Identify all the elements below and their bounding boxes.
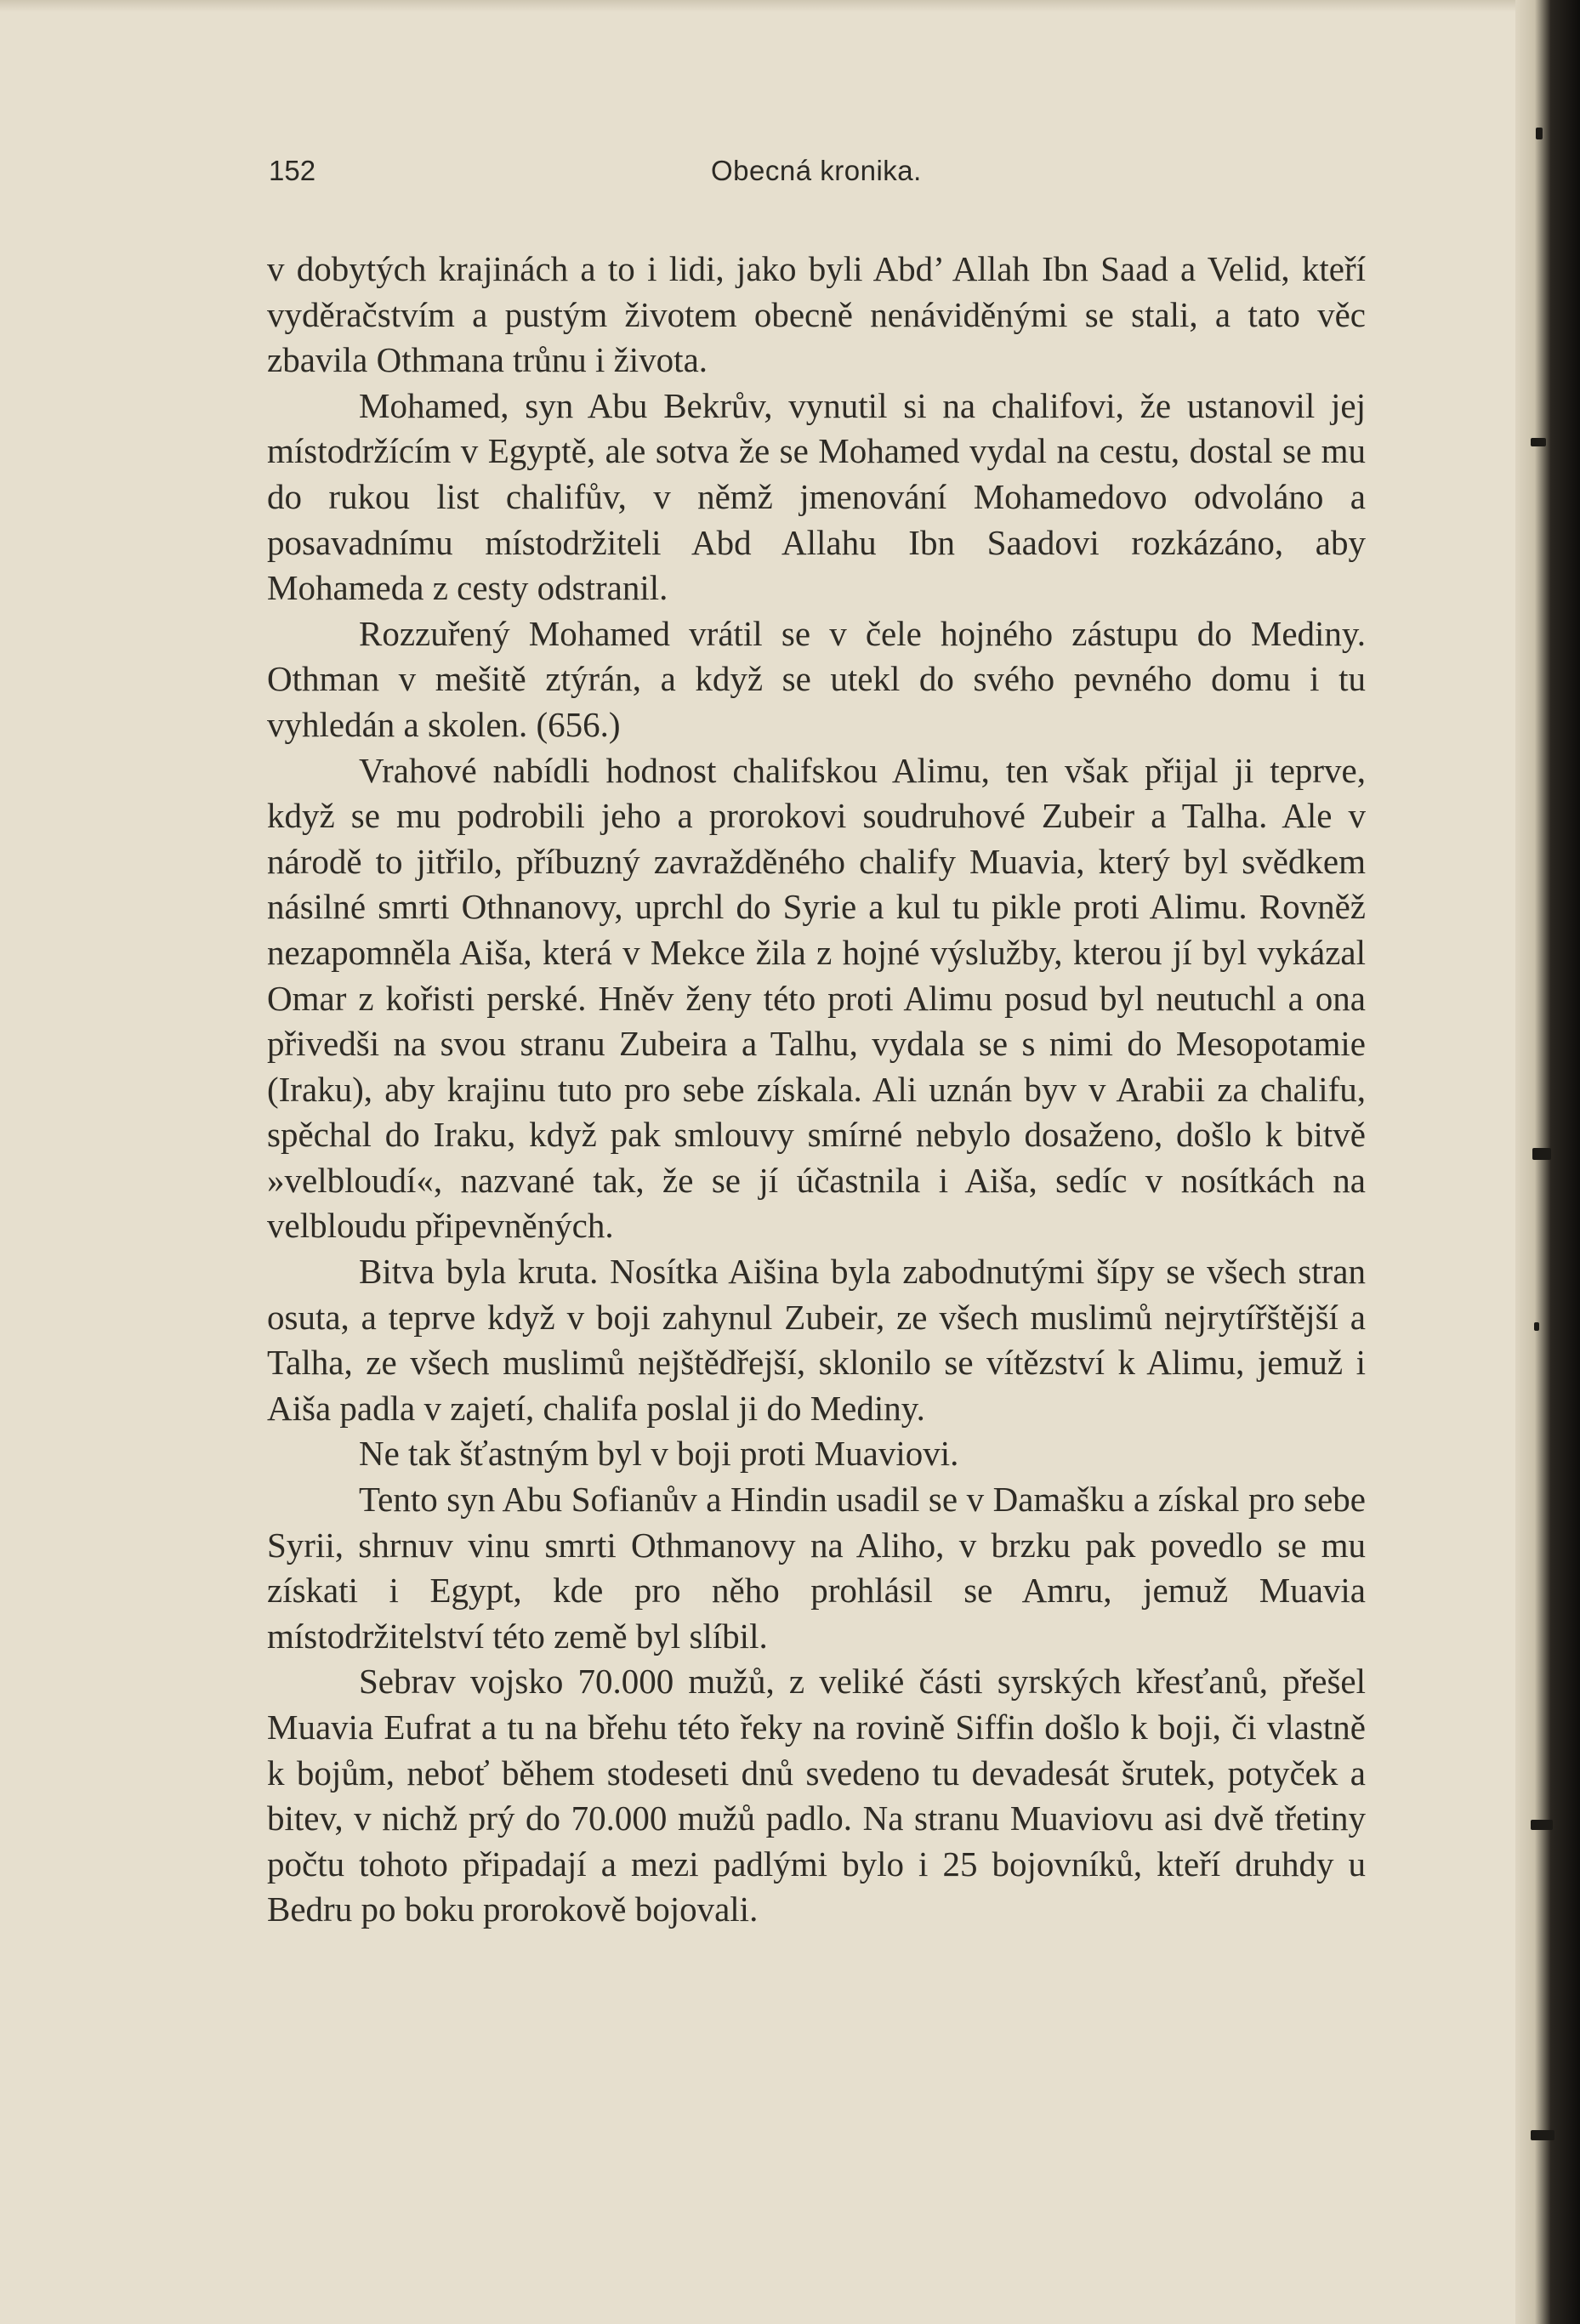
edge-mark — [1531, 2130, 1554, 2140]
running-title: Obecná kronika. — [711, 155, 922, 186]
paragraph: Rozzuřený Mohamed vrátil se v čele hojného zástupu do Mediny. Othman v mešitě ztýrán, a když se utekl do svého pevného domu i tu vyhledán a skolen. (656.) — [267, 613, 1366, 744]
edge-mark — [1534, 1322, 1539, 1331]
paragraph: Bitva byla kruta. Nosítka Aišina byla zabodnutými šípy se všech stran osuta, a teprve když v boji zahynul Zubeir, ze všech muslimů nejrytířštější a Talha, ze všech muslimů nejštědřejší, sklonilo se vítězství k Alimu, jemuž i Aiša padla v zajetí, chalifa poslal ji do Mediny. — [267, 1252, 1366, 1428]
paragraph: v dobytých krajinách a to i lidi, jako byli Abd’ Allah Ibn Saad a Velid, kteří vyděračstvím a pustým životem obecně nenáviděnými se stali, a tato věc zbavila Othmana trůnu i života. — [267, 249, 1366, 380]
paragraph: Vrahové nabídli hodnost chalifskou Alimu, ten však přijal ji teprve, když se mu podrobili jeho a prorokovi soudruhové Zubeir a Talha. Ale v národě to jitřilo, příbuzný zavražděného chalify Muavia, který byl svědkem násilné smrti Othnanovy, uprchl do Syrie a kul tu pikle proti Alimu. Rovněž nezapomněla Aiša, která v Mekce žila z hojné výslužby, kterou jí byl vykázal Omar z kořisti perské. Hněv ženy této proti Alimu posud byl neutuchl a ona přivedši na svou stranu Zubeira a Talhu, vydala se s nimi do Mesopotamie (Iraku), aby krajinu tuto pro sebe získala. Ali uznán byv v Arabii za chalifu, spěchal do Iraku, když pak smlouvy smírné nebylo dosaženo, došlo k bitvě »velbloudí«, nazvané tak, že se jí účastnila i Aiša, sedíc v nosítkách na velbloudu připevněných. — [267, 750, 1366, 1246]
edge-mark — [1536, 128, 1543, 139]
edge-mark — [1531, 438, 1546, 446]
page-number: 152 — [269, 155, 316, 186]
body-text — [267, 247, 1366, 1933]
edge-marks — [1531, 0, 1565, 2324]
paragraph: Mohamed, syn Abu Bekrův, vynutil si na chalifovi, že ustanovil jej místodržícím v Egyptě, ale sotva že se Mohamed vydal na cestu, dostal se mu do rukou list chalifův, v němž jmenování Mohamedovo odvoláno a posavadnímu místodržiteli Abd Allahu Ibn Saadovi rozkázáno, aby Mohameda z cesty odstranil. — [267, 385, 1366, 608]
paragraph: Tento syn Abu Sofianův a Hindin usadil se v Damašku a získal pro sebe Syrii, shrnuv vinu smrti Othmanovy na Aliho, v brzku pak povedlo se mu získati i Egypt, kde pro něho prohlásil se Amru, jemuž Muavia místodržitelství této země byl slíbil. — [267, 1480, 1366, 1656]
running-head — [269, 155, 1366, 197]
paragraph: Ne tak šťastným byl v boji proti Muaviovi. — [359, 1434, 959, 1474]
edge-mark — [1531, 1820, 1553, 1830]
edge-mark — [1532, 1148, 1551, 1160]
paragraph: Sebrav vojsko 70.000 mužů, z veliké části syrských křesťanů, přešel Muavia Eufrat a tu na břehu této řeky na rovině Siffin došlo k boji, či vlastně k bojům, neboť během stodeseti dnů svedeno tu devadesát šrutek, potyček a bitev, v nichž prý do 70.000 mužů padlo. Na stranu Muaviovu asi dvě třetiny počtu tohoto připadají a mezi padlými bylo i 25 bojovníků, kteří druhdy u Bedru po boku prorokově bojovali. — [267, 1662, 1366, 1929]
page-top-shadow — [0, 0, 1515, 12]
